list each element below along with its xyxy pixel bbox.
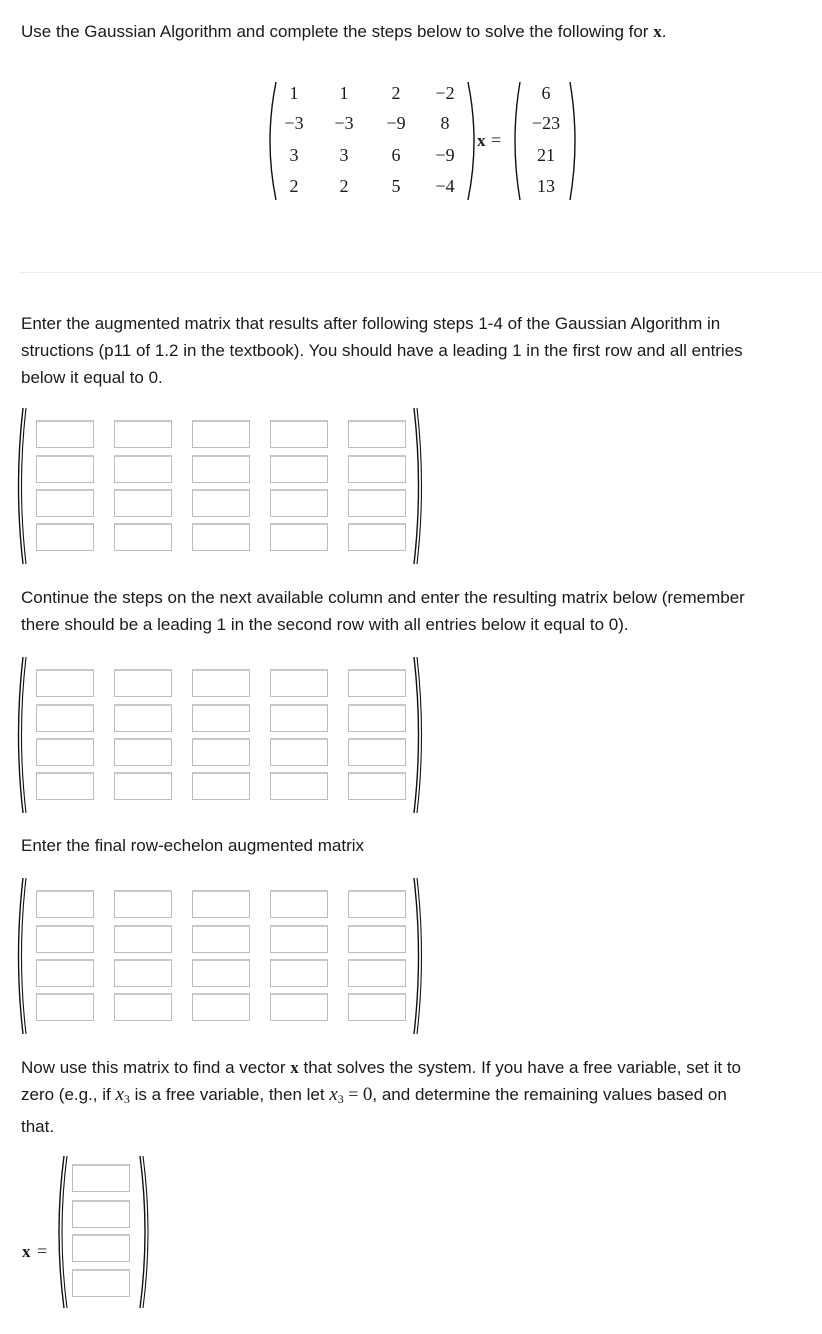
- step3-cell-r1c4[interactable]: [270, 890, 328, 918]
- step1-cell-r4c2[interactable]: [114, 523, 172, 551]
- coef-cell: −9: [386, 113, 406, 133]
- step2-cell-r3c1[interactable]: [36, 738, 94, 766]
- coef-cell: 1: [339, 83, 349, 103]
- step2-cell-r4c4[interactable]: [270, 772, 328, 800]
- step2-cell-r1c3[interactable]: [192, 669, 250, 697]
- rhs-cell: −23: [531, 113, 561, 133]
- coef-cell: 2: [339, 176, 349, 196]
- step1-cell-r2c1[interactable]: [36, 455, 94, 483]
- step2-cell-r2c4[interactable]: [270, 704, 328, 732]
- intro-var: x: [653, 22, 662, 41]
- answer-x1-input[interactable]: [72, 1164, 130, 1192]
- step1-cell-r3c1[interactable]: [36, 489, 94, 517]
- step1-cell-r2c4[interactable]: [270, 455, 328, 483]
- step2-cell-r2c5[interactable]: [348, 704, 406, 732]
- step3-matrix-input: [0, 876, 440, 1036]
- step2-cell-r2c2[interactable]: [114, 704, 172, 732]
- step3-instructions: Enter the final row-echelon augmented matrix: [21, 836, 365, 855]
- rhs-cell: 6: [541, 83, 551, 103]
- step2-cell-r4c5[interactable]: [348, 772, 406, 800]
- coef-cell: 5: [391, 176, 401, 196]
- step2-cell-r4c1[interactable]: [36, 772, 94, 800]
- step1-cell-r3c4[interactable]: [270, 489, 328, 517]
- system-x-label: x: [477, 131, 486, 150]
- step2-cell-r3c2[interactable]: [114, 738, 172, 766]
- step1-cell-r2c2[interactable]: [114, 455, 172, 483]
- step4-vector-var: x: [290, 1058, 299, 1077]
- step1-cell-r2c3[interactable]: [192, 455, 250, 483]
- step1-cell-r3c2[interactable]: [114, 489, 172, 517]
- answer-x4-input[interactable]: [72, 1269, 130, 1297]
- step1-cell-r3c3[interactable]: [192, 489, 250, 517]
- coef-cell: −9: [435, 145, 455, 165]
- step1-cell-r1c5[interactable]: [348, 420, 406, 448]
- step2-cell-r3c5[interactable]: [348, 738, 406, 766]
- system-equals: =: [491, 130, 502, 150]
- coef-cell: −2: [435, 83, 455, 103]
- step3-cell-r4c4[interactable]: [270, 993, 328, 1021]
- step3-cell-r4c3[interactable]: [192, 993, 250, 1021]
- step3-cell-r3c2[interactable]: [114, 959, 172, 987]
- step1-cell-r4c3[interactable]: [192, 523, 250, 551]
- step3-cell-r4c2[interactable]: [114, 993, 172, 1021]
- step1-cell-r1c1[interactable]: [36, 420, 94, 448]
- step1-cell-r1c3[interactable]: [192, 420, 250, 448]
- step3-cell-r3c1[interactable]: [36, 959, 94, 987]
- answer-x-label: x: [22, 1242, 31, 1261]
- step3-cell-r1c2[interactable]: [114, 890, 172, 918]
- coef-cell: −4: [435, 176, 455, 196]
- answer-vector: [0, 1150, 200, 1320]
- step2-cell-r3c4[interactable]: [270, 738, 328, 766]
- step1-cell-r1c2[interactable]: [114, 420, 172, 448]
- coef-cell: −3: [284, 113, 304, 133]
- step1-cell-r2c5[interactable]: [348, 455, 406, 483]
- step1-cell-r1c4[interactable]: [270, 420, 328, 448]
- step1-cell-r3c5[interactable]: [348, 489, 406, 517]
- step3-cell-r2c3[interactable]: [192, 925, 250, 953]
- step3-cell-r1c1[interactable]: [36, 890, 94, 918]
- step1-instructions: Enter the augmented matrix that results after following steps 1-4 of the Gaussian Algorithm in structions (p11 of 1.2 in the textbook). You should have a leading 1 in the first row and all entries below it equal to 0.: [21, 314, 743, 387]
- coef-cell: 2: [391, 83, 401, 103]
- step2-cell-r1c2[interactable]: [114, 669, 172, 697]
- step3-cell-r2c4[interactable]: [270, 925, 328, 953]
- coef-cell: 3: [339, 145, 349, 165]
- step2-cell-r1c5[interactable]: [348, 669, 406, 697]
- step1-matrix-input: [0, 406, 440, 566]
- coef-cell: 8: [440, 113, 450, 133]
- coef-cell: 3: [289, 145, 299, 165]
- system-equation: [0, 0, 822, 210]
- coef-cell: 1: [289, 83, 299, 103]
- rhs-cell: 13: [537, 176, 555, 196]
- step3-cell-r3c3[interactable]: [192, 959, 250, 987]
- step3-cell-r4c5[interactable]: [348, 993, 406, 1021]
- step2-matrix-input: [0, 655, 440, 815]
- answer-x2-input[interactable]: [72, 1200, 130, 1228]
- step3-cell-r2c5[interactable]: [348, 925, 406, 953]
- rhs-cell: 21: [537, 145, 555, 165]
- step3-cell-r2c2[interactable]: [114, 925, 172, 953]
- step2-cell-r4c3[interactable]: [192, 772, 250, 800]
- step2-instructions: Continue the steps on the next available column and enter the resulting matrix below (remember there should be a leading 1 in the second row with all entries below it equal to 0).: [21, 588, 745, 634]
- step3-cell-r1c5[interactable]: [348, 890, 406, 918]
- divider: [20, 272, 822, 273]
- answer-x3-input[interactable]: [72, 1234, 130, 1262]
- step2-cell-r1c4[interactable]: [270, 669, 328, 697]
- step1-cell-r4c5[interactable]: [348, 523, 406, 551]
- step1-cell-r4c4[interactable]: [270, 523, 328, 551]
- coef-cell: 2: [289, 176, 299, 196]
- intro-text: Use the Gaussian Algorithm and complete the steps below to solve the following for x.: [21, 22, 667, 41]
- step2-cell-r2c3[interactable]: [192, 704, 250, 732]
- step3-cell-r3c4[interactable]: [270, 959, 328, 987]
- step2-cell-r3c3[interactable]: [192, 738, 250, 766]
- step4-instructions: Now use this matrix to find a vector x that solves the system. If you have a free variable, set it to zero (e.g., if x3 is a free variable, then let x3 = 0, and determine the remaining values based on that.: [21, 1058, 741, 1136]
- step2-cell-r2c1[interactable]: [36, 704, 94, 732]
- step3-cell-r2c1[interactable]: [36, 925, 94, 953]
- coef-cell: 6: [391, 145, 401, 165]
- answer-equals: =: [37, 1241, 48, 1261]
- coef-cell: −3: [334, 113, 354, 133]
- step3-cell-r3c5[interactable]: [348, 959, 406, 987]
- step2-cell-r4c2[interactable]: [114, 772, 172, 800]
- step2-cell-r1c1[interactable]: [36, 669, 94, 697]
- step1-cell-r4c1[interactable]: [36, 523, 94, 551]
- step3-cell-r4c1[interactable]: [36, 993, 94, 1021]
- step3-cell-r1c3[interactable]: [192, 890, 250, 918]
